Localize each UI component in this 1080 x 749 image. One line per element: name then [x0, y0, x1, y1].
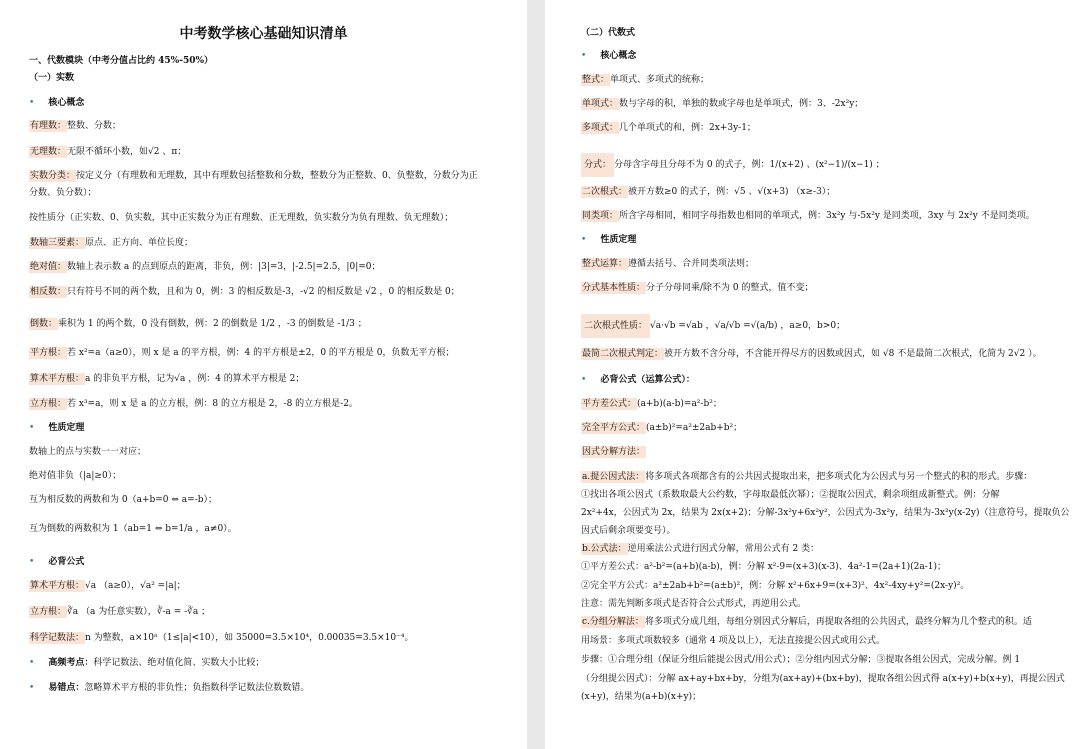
term-key: 算术平方根： [30, 374, 85, 384]
bullet-icon: • [581, 375, 587, 385]
bullet-icon: • [29, 683, 35, 693]
term-text: 按性质分（正实数、0、负实数，其中正实数分为正有理数、正无理数，负实数分为负有理数、负无理数）； [29, 213, 454, 223]
property-line: 绝对值非负（|a|≥0）； [29, 471, 122, 481]
term-text: 整数、分数； [67, 121, 122, 131]
term-text: a 的非负平方根，记为√a ，例：4 的算术平方根是 2； [85, 374, 305, 384]
term-key: 多项式： [582, 123, 619, 133]
term-text: ∛a （a 为任意实数），∛-a = -∛a ； [67, 607, 211, 617]
term-key: 因式分解方法： [582, 447, 646, 457]
term-text: 科学记数法、绝对值化简、实数大小比较； [93, 658, 265, 668]
term-key: 有理数： [30, 121, 67, 131]
body-line: ①找出各项公因式（系数取最大公约数，字母取最低次幂）；②提取公因式，剩余项组成新整式。例：分解 [581, 490, 1000, 500]
term-text: √a （a≥0），√a² =|a|； [85, 581, 186, 591]
term-key: 单项式： [582, 99, 619, 109]
bullet-icon: • [29, 658, 35, 668]
term-key: 无理数： [30, 147, 67, 157]
term-key: 分式基本性质： [582, 283, 646, 293]
term-key: 平方根： [30, 348, 67, 358]
heading-properties: 性质定理 [48, 423, 85, 433]
term-text: 分母含字母且分母不为 0 的式子，例：1/(x+2) 、(x²−1)/(x−1) ； [614, 160, 885, 170]
term-text: 原点、正方向、单位长度； [85, 238, 194, 248]
heading-formulas: 必背公式（运算公式）： [600, 375, 695, 385]
bullet-icon: • [29, 98, 35, 108]
term-key: 整式： [582, 75, 610, 85]
term-key: 完全平方公式： [582, 423, 646, 433]
term-text: (a±b)²=a²±2ab+b²； [646, 423, 743, 433]
term-text: 将多项式各项都含有的公共因式提取出来，把多项式化为公因式与另一个整式的积的形式。步骤： [645, 472, 1033, 482]
term-text: 所含字母相同，相同字母指数也相同的单项式，例：3x²y 与-5x²y 是同类项，3xy 与 2x²y 不是同类项。 [619, 211, 1035, 221]
body-line: ①平方差公式：a²-b²=(a+b)(a-b)，例：分解 x²-9=(x+3)(x-3)、4a²-1=(2a+1)(2a-1)； [581, 562, 947, 572]
body-line: ②完全平方公式：a²±2ab+b²=(a±b)²，例：分解 x²+6x+9=(x+3)²、4x²-4xy+y²=(2x-y)²。 [581, 581, 970, 591]
term-key: 倒数： [30, 319, 58, 329]
heading-hot-points: 高频考点： [48, 658, 94, 668]
bullet-icon: • [29, 423, 35, 433]
term-text: 分子分母同乘/除不为 0 的整式，值不变； [646, 283, 814, 293]
heading-mistakes: 易错点： [48, 683, 85, 693]
property-line: 互为相反数的两数和为 0（a+b=0 ⇔ a=-b）； [29, 495, 217, 505]
term-key: 同类项： [582, 211, 619, 221]
document-title: 中考数学核心基础知识清单 [179, 26, 348, 42]
term-key: 算术平方根： [30, 581, 85, 591]
term-text: 被开方数≥0 的式子，例：√5 、√(x+3) （x≥-3）； [628, 187, 836, 197]
term-text: (a+b)(a-b)=a²-b²； [637, 399, 722, 409]
body-line: 注意：需先判断多项式是否符合公式形式，再逆用公式。 [581, 599, 807, 609]
term-key: 数轴三要素： [30, 238, 85, 248]
property-line: 数轴上的点与实数一一对应； [29, 447, 147, 457]
body-line: 因式后剩余项要变号）。 [581, 526, 676, 536]
section-heading: 一、代数模块（中考分值占比约 45%-50%） [29, 56, 214, 66]
term-key: c.分组分解法： [582, 617, 644, 627]
subsection-heading: （二）代数式 [581, 28, 636, 38]
term-key: 二次根式： [582, 187, 628, 197]
term-text: 按定义分（有理数和无理数，其中有理数包括整数和分数，整数分为正整数、0、负整数，分数分为正 [76, 171, 478, 181]
term-key: a.提公因式法： [582, 472, 645, 482]
term-key: 分式： [581, 153, 614, 177]
term-key: 实数分类： [30, 171, 76, 181]
term-text: 数与字母的积，单独的数或字母也是单项式，例：3、-2x²y； [619, 99, 864, 109]
term-text: n 为整数，a×10ⁿ（1≤|a|<10），如 35000=3.5×10⁴，0.00035=3.5×10⁻⁴。 [85, 633, 414, 643]
term-text: 几个单项式的和，例：2x+3y-1； [619, 123, 756, 133]
term-text: 忽略算术平方根的非负性；负指数科学记数法位数数错。 [84, 683, 310, 693]
term-key: 立方根： [30, 607, 67, 617]
body-line: （分组提公因式）：分解 ax+ay+bx+by，分组为(ax+ay)+(bx+by)，提取各组公因式得 a(x+y)+b(x+y)，再提公因式 [581, 674, 1065, 684]
left-page [0, 0, 527, 749]
term-key: b.公式法： [582, 544, 627, 554]
heading-properties: 性质定理 [600, 235, 637, 245]
body-line: 用场景：多项式项数较多（通常 4 项及以上），无法直接提公因式或用公式。 [581, 636, 885, 646]
bullet-icon: • [581, 51, 587, 61]
term-key: 平方差公式： [582, 399, 637, 409]
bullet-icon: • [29, 557, 35, 567]
body-line: 步骤：①合理分组（保证分组后能提公因式/用公式）；②分组内因式分解；③提取各组公因式，完成分解。例 1 [581, 655, 1021, 665]
term-text: 单项式、多项式的统称； [610, 75, 710, 85]
term-text: 若 x²=a（a≥0），则 x 是 a 的平方根，例：4 的平方根是±2，0 的平方根是 0，负数无平方根； [67, 348, 455, 358]
term-key: 立方根： [30, 399, 67, 409]
heading-core-concepts: 核心概念 [48, 98, 85, 108]
term-text: 乘积为 1 的两个数，0 没有倒数，例：2 的倒数是 1/2 ，-3 的倒数是 -1/3 ； [58, 319, 367, 329]
body-line: (x+y)，结果为(a+b)(x+y)； [581, 692, 702, 702]
term-text: 遵循去括号、合并同类项法则； [628, 259, 755, 269]
property-line: 互为倒数的两数积为 1（ab=1 ⇔ b=1/a ，a≠0）。 [29, 524, 237, 534]
heading-formulas: 必背公式 [48, 557, 85, 567]
term-text: 数轴上表示数 a 的点到原点的距离，非负，例：|3|=3，|-2.5|=2.5，|0|=0； [67, 262, 381, 272]
term-key: 绝对值： [30, 262, 67, 272]
term-key: 相反数： [30, 287, 67, 297]
term-key: 二次根式性质： [581, 314, 650, 338]
term-key: 最简二次根式判定： [582, 349, 664, 359]
heading-core-concepts: 核心概念 [600, 51, 637, 61]
right-page [545, 0, 1080, 749]
term-key: 科学记数法： [30, 633, 85, 643]
body-line: 2x²+4x，公因式为 2x，结果为 2x(x+2)；分解-3x²y+6x²y²，公因式为-3x²y，结果为-3x²y(x-2y)（注意符号，提取负公 [581, 508, 1070, 518]
term-text: 只有符号不同的两个数，且和为 0，例：3 的相反数是-3，-√2 的相反数是 √2 ，0 的相反数是 0； [67, 287, 460, 297]
term-text: 分数、负分数）； [29, 188, 97, 198]
term-text: √a·√b =√ab ，√a/√b =√(a/b) ，a≥0，b>0； [650, 321, 846, 331]
term-text: 逆用乘法公式进行因式分解，常用公式有 2 类： [627, 544, 820, 554]
term-text: 将多项式分成几组，每组分别因式分解后，再提取各组的公共因式，最终分解为几个整式的积。适 [644, 617, 1032, 627]
bullet-icon: • [581, 235, 587, 245]
subsection-heading: （一）实数 [29, 73, 75, 83]
term-key: 整式运算： [582, 259, 628, 269]
term-text: 若 x³=a，则 x 是 a 的立方根，例：8 的立方根是 2，-8 的立方根是-2。 [67, 399, 358, 409]
term-text: 无限不循环小数，如√2 、π； [67, 147, 187, 157]
term-text: 被开方数不含分母，不含能开得尽方的因数或因式，如 √8 不是最简二次根式，化简为 2√2 ）。 [664, 349, 1042, 359]
